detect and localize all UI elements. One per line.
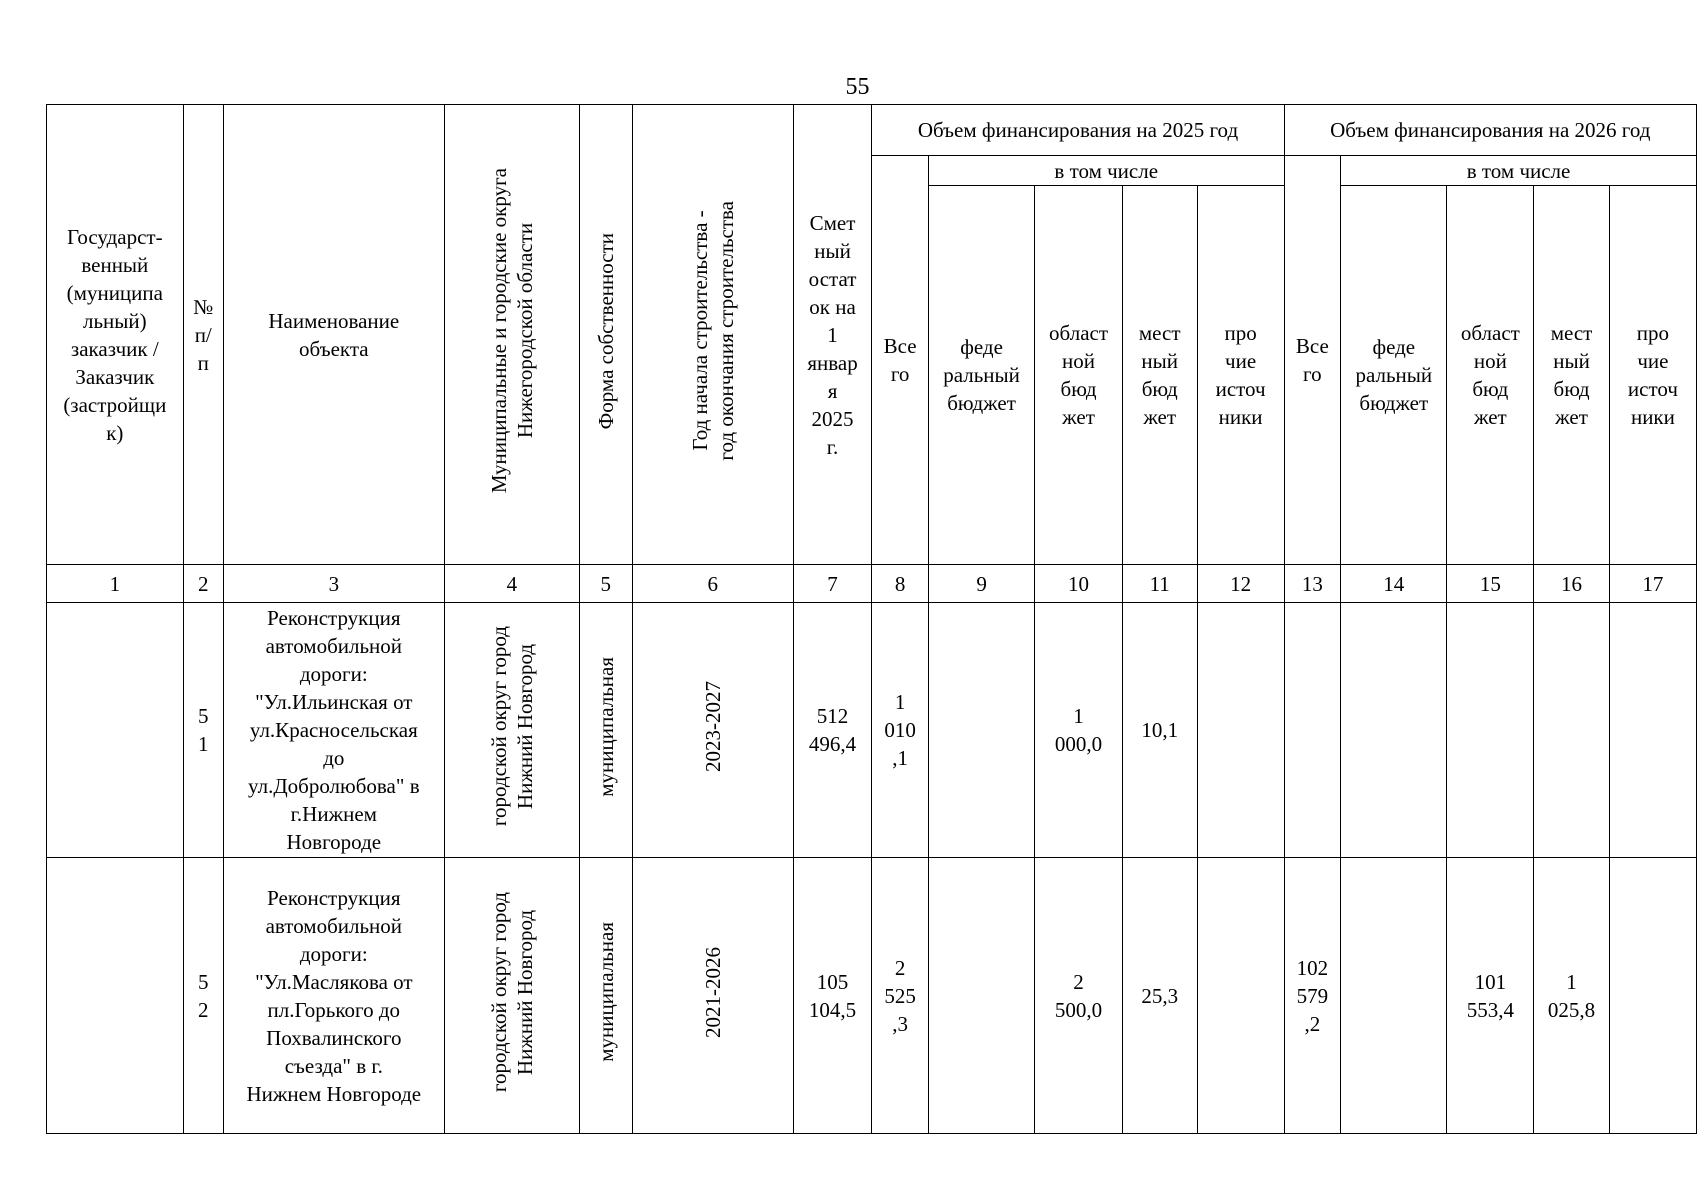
row-local-2025: 10,1 <box>1122 603 1197 858</box>
column-number: 2 <box>183 565 223 603</box>
header-other-2025: про чие источ ники <box>1197 186 1284 565</box>
column-number: 9 <box>928 565 1034 603</box>
column-number: 8 <box>872 565 929 603</box>
column-number-row <box>47 565 1697 603</box>
row-customer <box>47 858 184 1134</box>
column-number: 16 <box>1534 565 1610 603</box>
row-ownership: муниципальная <box>579 858 632 1134</box>
column-number: 10 <box>1035 565 1123 603</box>
column-number: 7 <box>793 565 872 603</box>
header-financing-2025: Объем финансирования на 2025 год <box>872 105 1284 156</box>
column-number: 14 <box>1341 565 1447 603</box>
row-total-2026: 102 579 ,2 <box>1284 858 1341 1134</box>
header-number: № п/ п <box>183 105 223 565</box>
row-regional-2026 <box>1447 603 1534 858</box>
row-balance: 512 496,4 <box>793 603 872 858</box>
header-regional-2025: област ной бюд жет <box>1035 186 1123 565</box>
row-number: 5 2 <box>183 858 223 1134</box>
column-number: 15 <box>1447 565 1534 603</box>
column-number: 17 <box>1609 565 1696 603</box>
row-years: 2021-2026 <box>632 858 793 1134</box>
row-object-name: Реконструкция автомобильной дороги: "Ул.Маслякова от пл.Горького до Похвалинского съезда" в г. Нижнем Новгороде <box>223 858 444 1134</box>
column-number: 3 <box>223 565 444 603</box>
header-financing-2026: Объем финансирования на 2026 год <box>1284 105 1696 156</box>
column-number: 13 <box>1284 565 1341 603</box>
column-number: 6 <box>632 565 793 603</box>
row-other-2026 <box>1609 858 1696 1134</box>
header-other-2026: про чие источ ники <box>1609 186 1696 565</box>
row-other-2025 <box>1197 603 1284 858</box>
header-including-2026: в том числе <box>1341 156 1697 186</box>
column-number: 4 <box>444 565 579 603</box>
row-number: 5 1 <box>183 603 223 858</box>
row-district: городской округ город Нижний Новгород <box>444 858 579 1134</box>
row-local-2025: 25,3 <box>1122 858 1197 1134</box>
header-object-name: Наименование объекта <box>223 105 444 565</box>
table-row <box>47 858 1697 1134</box>
row-regional-2025: 2 500,0 <box>1035 858 1123 1134</box>
financing-table <box>46 104 1697 1134</box>
row-federal-2026 <box>1341 603 1447 858</box>
row-customer <box>47 603 184 858</box>
row-other-2026 <box>1609 603 1696 858</box>
row-regional-2026: 101 553,4 <box>1447 858 1534 1134</box>
row-total-2025: 1 010 ,1 <box>872 603 929 858</box>
header-customer: Государст- венный (муниципа льный) заказчик / Заказчик (застройщи к) <box>47 105 184 565</box>
row-federal-2026 <box>1341 858 1447 1134</box>
header-ownership: Форма собственности <box>579 105 632 565</box>
column-number: 12 <box>1197 565 1284 603</box>
row-years: 2023-2027 <box>632 603 793 858</box>
row-object-name: Реконструкция автомобильной дороги: "Ул.Ильинская от ул.Красносельская до ул.Добролюбова" в г.Нижнем Новгороде <box>223 603 444 858</box>
column-number: 11 <box>1122 565 1197 603</box>
row-total-2026 <box>1284 603 1341 858</box>
header-local-2025: мест ный бюд жет <box>1122 186 1197 565</box>
row-ownership: муниципальная <box>579 603 632 858</box>
header-federal-2025: феде ральный бюджет <box>928 186 1034 565</box>
row-regional-2025: 1 000,0 <box>1035 603 1123 858</box>
header-district: Муниципальные и городские округа Нижегородской области <box>444 105 579 565</box>
header-regional-2026: област ной бюд жет <box>1447 186 1534 565</box>
row-balance: 105 104,5 <box>793 858 872 1134</box>
column-number: 5 <box>579 565 632 603</box>
header-local-2026: мест ный бюд жет <box>1534 186 1610 565</box>
row-local-2026: 1 025,8 <box>1534 858 1610 1134</box>
table-row <box>47 603 1697 858</box>
header-federal-2026: феде ральный бюджет <box>1341 186 1447 565</box>
header-years: Год начала строительства - год окончания строительства <box>632 105 793 565</box>
row-district: городской округ город Нижний Новгород <box>444 603 579 858</box>
row-other-2025 <box>1197 858 1284 1134</box>
row-federal-2025 <box>928 603 1034 858</box>
header-estimated-balance: Смет ный остат ок на 1 январ я 2025 г. <box>793 105 872 565</box>
row-total-2025: 2 525 ,3 <box>872 858 929 1134</box>
header-total-2025: Все го <box>872 156 929 565</box>
row-local-2026 <box>1534 603 1610 858</box>
page-number: 55 <box>845 74 870 100</box>
row-federal-2025 <box>928 858 1034 1134</box>
header-total-2026: Все го <box>1284 156 1341 565</box>
column-number: 1 <box>47 565 184 603</box>
header-including-2025: в том числе <box>928 156 1284 186</box>
